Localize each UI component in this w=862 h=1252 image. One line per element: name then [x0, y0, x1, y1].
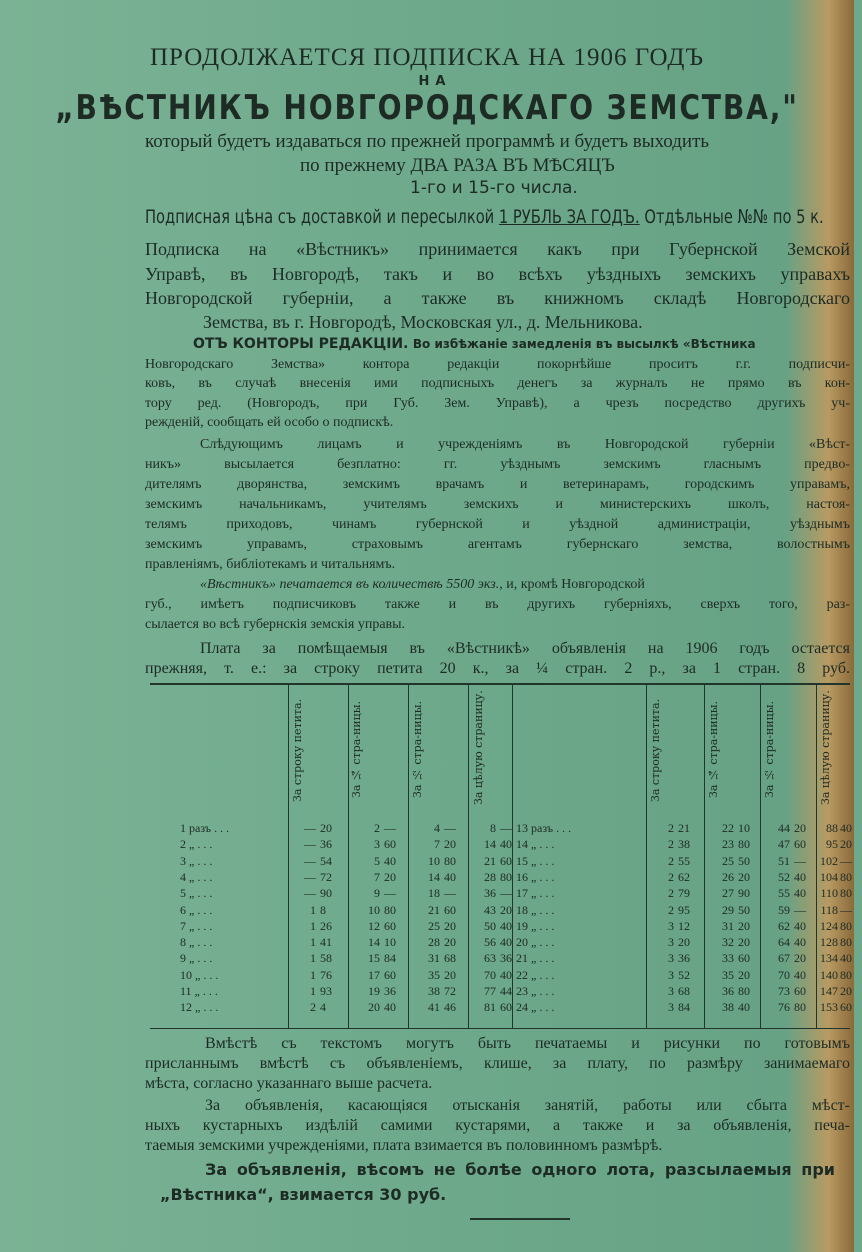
- rate-value: 8: [320, 902, 326, 917]
- rate-value: 147: [820, 984, 838, 998]
- rate-value: 118: [820, 902, 838, 917]
- rate-value: 20: [794, 821, 806, 835]
- rate-value: 80: [738, 837, 750, 852]
- price-line: [145, 206, 824, 228]
- rate-value: 21: [484, 853, 496, 868]
- rate-value: 26: [320, 918, 332, 933]
- rate-value: 90: [738, 886, 750, 901]
- rate-value: 20: [444, 918, 456, 933]
- row-label: 21 „ . . .: [516, 951, 555, 966]
- row-label: 12 „ . . .: [180, 1000, 219, 1015]
- rate-value: 110: [820, 886, 838, 901]
- publication-info: который будетъ издаваться по прежней программѣ и будетъ выходить: [145, 131, 710, 152]
- closing-rule: [470, 1218, 570, 1220]
- rate-value: 35: [428, 967, 440, 982]
- rate-value: 4: [434, 821, 440, 835]
- table-row: [150, 837, 850, 852]
- print-run-line: [200, 577, 850, 593]
- table-row: [150, 984, 850, 999]
- header-left-full: За цѣлую страницу.: [472, 690, 485, 805]
- header-right-half: За ½ стра-ницы.: [763, 701, 776, 799]
- rate-value: 38: [722, 1000, 734, 1015]
- rate-value: 51: [778, 853, 790, 868]
- row-label: 14 „ . . .: [516, 837, 555, 852]
- table-row: [150, 935, 850, 950]
- row-label: 22 „ . . .: [516, 967, 555, 982]
- rate-value: 5: [374, 853, 380, 868]
- rate-value: 40: [444, 869, 456, 884]
- rate-value: 60: [794, 984, 806, 998]
- header-left-quarter: За ¼ стра-ницы.: [350, 701, 363, 799]
- weight-ads-1: За объявленія, вѣсомъ не болѣе одного лота, разсылаемыя при: [205, 1160, 835, 1179]
- rate-value: 55: [678, 853, 690, 868]
- free-distribution-5: телямъ приходовъ, чинамъ губернской и уѣздной администраціи, уѣзднымъ: [145, 517, 850, 532]
- rate-value: 60: [444, 902, 456, 917]
- row-label: 1 разъ . . .: [180, 821, 230, 835]
- rate-value: 20: [840, 837, 852, 852]
- rate-value: 20: [500, 902, 512, 917]
- rate-value: 3: [668, 918, 674, 933]
- free-distribution-4: земскимъ начальникамъ, учителямъ земскихъ и министерскихъ школъ, настоя-: [145, 497, 850, 512]
- rate-value: 36: [484, 886, 496, 901]
- editorial-heading: ОТЪ КОНТОРЫ РЕДАКЦІИ.: [193, 336, 409, 352]
- rate-value: 25: [428, 918, 440, 933]
- rate-value: 88: [826, 821, 838, 835]
- table-row: [150, 903, 850, 918]
- editorial-text-2: ковъ, въ случаѣ внесенія ими подписныхъ денегъ за журналъ не прямо въ кон-: [145, 376, 850, 391]
- rate-value: 36: [500, 951, 512, 966]
- ad-pricing-1: Плата за помѣщаемыя въ «Вѣстникѣ» объявленія на 1906 годъ остается: [200, 640, 850, 657]
- rate-value: 21: [678, 821, 690, 835]
- editorial-text-4: режденій, сообщать ей особо о подпискѣ.: [145, 415, 394, 430]
- rate-value: 80: [500, 869, 512, 884]
- subscription-text-3: Новгородской губерніи, а также въ книжномъ складѣ Новгородскаго: [145, 288, 850, 308]
- rate-value: 50: [738, 853, 750, 868]
- ad-rate-table: [150, 683, 850, 1029]
- row-label: 5 „ . . .: [180, 886, 213, 901]
- rate-value: 67: [778, 951, 790, 966]
- rate-value: 20: [738, 918, 750, 933]
- subscription-announcement: ПРОДОЛЖАЕТСЯ ПОДПИСКА НА 1906 ГОДЪ: [149, 44, 705, 71]
- rate-value: 60: [500, 1000, 512, 1015]
- crafts-text-3: таемыя земскими учрежденіями, плата взимается въ половинномъ размѣрѣ.: [145, 1137, 663, 1154]
- rate-value: 8: [490, 821, 496, 835]
- header-left-line: За строку петита.: [291, 698, 304, 802]
- journal-title: „ВѢСТНИКЪ НОВГОРОДСКАГО ЗЕМСТВА,": [55, 88, 799, 128]
- rate-value: 20: [444, 967, 456, 982]
- rate-value: 40: [794, 918, 806, 933]
- rate-value: 40: [840, 951, 852, 966]
- rate-value: 80: [444, 853, 456, 868]
- rate-value: 36: [384, 984, 396, 998]
- row-label: 18 „ . . .: [516, 902, 555, 917]
- rate-value: 60: [384, 967, 396, 982]
- rate-value: 7: [434, 837, 440, 852]
- rate-value: 20: [738, 967, 750, 982]
- rate-value: 28: [484, 869, 496, 884]
- rate-value: —: [304, 837, 316, 852]
- rate-value: 10: [384, 935, 396, 950]
- rate-value: 84: [678, 1000, 690, 1015]
- rate-value: 20: [444, 837, 456, 852]
- rate-value: 20: [368, 1000, 380, 1015]
- rate-value: 1: [310, 935, 316, 950]
- free-distribution-7: правленіямъ, библіотекамъ и читальнямъ.: [145, 557, 396, 572]
- rate-value: 76: [778, 1000, 790, 1015]
- rate-value: 60: [500, 853, 512, 868]
- table-row: [150, 854, 850, 869]
- rate-value: 32: [722, 935, 734, 950]
- free-distribution-2: никъ» высылается безплатно: гг. уѣзднымъ земскимъ гласнымъ предво-: [145, 457, 850, 472]
- rate-value: 20: [444, 935, 456, 950]
- rate-value: 2: [668, 886, 674, 901]
- row-label: 24 „ . . .: [516, 1000, 555, 1015]
- rate-value: 40: [794, 886, 806, 901]
- rate-value: 80: [840, 935, 852, 950]
- table-bottom-rule: [150, 1028, 850, 1029]
- rate-value: 33: [722, 951, 734, 966]
- rate-value: 44: [500, 984, 512, 998]
- rate-value: 1: [310, 967, 316, 982]
- rate-value: 40: [500, 918, 512, 933]
- rate-value: 58: [320, 951, 332, 966]
- rate-value: 62: [778, 918, 790, 933]
- rate-value: 77: [484, 984, 496, 998]
- print-run-italic: «Вѣстникъ» печатается въ количествѣ 5500 экз.: [200, 577, 500, 592]
- rate-value: 153: [820, 1000, 838, 1015]
- rate-value: 10: [738, 821, 750, 835]
- editorial-text-1: Новгородскаго Земства» контора редакціи покорнѣйше проситъ г.г. подписчи-: [145, 357, 850, 372]
- subscription-text-1: Подписка на «Вѣстникъ» принимается какъ при Губернской Земской: [145, 239, 850, 259]
- rate-value: —: [304, 853, 316, 868]
- row-label: 16 „ . . .: [516, 869, 555, 884]
- rate-value: 60: [384, 837, 396, 852]
- rate-value: —: [384, 821, 396, 835]
- rate-value: —: [840, 902, 852, 917]
- rate-value: —: [304, 886, 316, 901]
- rate-value: 4: [320, 1000, 326, 1015]
- rate-value: 25: [722, 853, 734, 868]
- rate-value: 20: [840, 984, 852, 998]
- table-row: [150, 1000, 850, 1015]
- rate-value: 47: [778, 837, 790, 852]
- rate-value: 80: [840, 886, 852, 901]
- rate-value: 134: [820, 951, 838, 966]
- print-run-2: губ., имѣетъ подписчиковъ также и въ другихъ губерніяхъ, сверхъ того, раз-: [145, 597, 850, 612]
- rate-value: 102: [820, 853, 838, 868]
- table-row: [150, 821, 850, 836]
- editorial-heading-tail: Во избѣжаніе замедленія въ высылкѣ «Вѣстника: [412, 337, 756, 351]
- header-right-quarter: За ¼ стра-ницы.: [707, 701, 720, 799]
- rate-value: 40: [500, 935, 512, 950]
- rate-value: 1: [310, 951, 316, 966]
- rate-value: 29: [722, 902, 734, 917]
- rate-value: —: [444, 821, 456, 835]
- rate-value: 1: [310, 918, 316, 933]
- editorial-heading-line: [193, 336, 853, 352]
- rate-value: 52: [778, 869, 790, 884]
- rate-value: 40: [738, 1000, 750, 1015]
- rate-value: 80: [840, 869, 852, 884]
- rate-value: 44: [778, 821, 790, 835]
- editorial-text-3: тору ред. (Новгородъ, при Губ. Зем. Управѣ), а чрезъ посредство другихъ уч-: [145, 396, 850, 411]
- row-label: 2 „ . . .: [180, 837, 213, 852]
- rate-value: 2: [374, 821, 380, 835]
- rate-value: 52: [678, 967, 690, 982]
- rate-value: 70: [778, 967, 790, 982]
- rate-value: —: [500, 886, 512, 901]
- rate-value: 40: [794, 967, 806, 982]
- pictures-text-2: присланнымъ вмѣстѣ съ объявленіемъ, клише, за плату, по размѣру занимаемаго: [145, 1055, 850, 1072]
- ad-pricing-2: прежняя, т. е.: за строку петита 20 к., за ¼ стран. 2 р., за 1 стран. 8 руб.: [145, 660, 850, 677]
- rate-value: 31: [428, 951, 440, 966]
- rate-value: 40: [794, 935, 806, 950]
- rate-value: 20: [794, 951, 806, 966]
- rate-value: 9: [374, 886, 380, 901]
- rate-value: 72: [320, 869, 332, 884]
- rate-value: 2: [668, 821, 674, 835]
- rate-value: 62: [678, 869, 690, 884]
- rate-value: 80: [738, 984, 750, 998]
- rate-value: 3: [668, 935, 674, 950]
- rate-value: 1: [310, 902, 316, 917]
- annual-price: 1 РУБЛЬ ЗА ГОДЪ.: [498, 206, 640, 228]
- rate-value: 95: [678, 902, 690, 917]
- rate-value: 64: [778, 935, 790, 950]
- header-right-full: За цѣлую страницу.: [819, 690, 832, 805]
- rate-value: 10: [368, 902, 380, 917]
- issue-dates: 1-го и 15-го числа.: [410, 178, 578, 198]
- rate-value: 60: [738, 951, 750, 966]
- table-row: [150, 919, 850, 934]
- rate-value: 80: [384, 902, 396, 917]
- rate-value: 20: [738, 869, 750, 884]
- rate-value: 60: [840, 1000, 852, 1015]
- rate-value: 20: [384, 869, 396, 884]
- rate-value: 81: [484, 1000, 496, 1015]
- rate-value: 63: [484, 951, 496, 966]
- rate-value: 60: [794, 837, 806, 852]
- rate-value: 40: [500, 837, 512, 852]
- rate-value: 60: [384, 918, 396, 933]
- rate-value: —: [840, 853, 852, 868]
- header-right-line: За строку петита.: [649, 698, 662, 802]
- rate-value: 68: [678, 984, 690, 998]
- pictures-text-1: Вмѣстѣ съ текстомъ могутъ быть печатаемы и рисунки по готовымъ: [205, 1035, 850, 1052]
- rate-value: 2: [310, 1000, 316, 1015]
- rate-value: —: [500, 821, 512, 835]
- crafts-text-1: За объявленія, касающіяся отысканія занятій, работы или сбыта мѣст-: [205, 1097, 850, 1114]
- rate-value: 28: [428, 935, 440, 950]
- free-distribution-1: Слѣдующимъ лицамъ и учрежденіямъ въ Новгородской губерніи «Вѣст-: [200, 437, 850, 452]
- rate-value: 54: [320, 853, 332, 868]
- rate-value: —: [794, 853, 806, 868]
- rate-value: 128: [820, 935, 838, 950]
- rate-value: 36: [678, 951, 690, 966]
- rate-value: 38: [678, 837, 690, 852]
- rate-value: 15: [368, 951, 380, 966]
- rate-value: 56: [484, 935, 496, 950]
- print-run-3: сылается во всѣ губернскія земскія управы.: [145, 617, 406, 632]
- rate-value: 80: [840, 918, 852, 933]
- rate-value: 2: [668, 853, 674, 868]
- row-label: 19 „ . . .: [516, 918, 555, 933]
- rate-value: 10: [428, 853, 440, 868]
- row-label: 4 „ . . .: [180, 869, 213, 884]
- rate-value: 70: [484, 967, 496, 982]
- rate-value: 31: [722, 918, 734, 933]
- rate-value: 41: [428, 1000, 440, 1015]
- subscription-text-4: Земства, въ г. Новгородѣ, Московская ул., д. Мельникова.: [203, 312, 643, 332]
- rate-value: 20: [738, 935, 750, 950]
- rate-value: 41: [320, 935, 332, 950]
- rate-value: 22: [722, 821, 734, 835]
- row-label: 15 „ . . .: [516, 853, 555, 868]
- crafts-text-2: ныхъ кустарныхъ издѣлій самими кустарями, а также и за объявленія, печа-: [145, 1117, 850, 1134]
- row-label: 8 „ . . .: [180, 935, 213, 950]
- row-label: 7 „ . . .: [180, 918, 213, 933]
- rate-value: 124: [820, 918, 838, 933]
- rate-value: 84: [384, 951, 396, 966]
- rate-value: 21: [428, 902, 440, 917]
- rate-value: 80: [840, 967, 852, 982]
- rate-value: 40: [500, 967, 512, 982]
- row-label: 6 „ . . .: [180, 902, 213, 917]
- price-prefix: Подписная цѣна съ доставкой и пересылкой: [145, 206, 499, 228]
- rate-value: 3: [374, 837, 380, 852]
- table-row: [150, 870, 850, 885]
- header-na: НА: [418, 74, 452, 89]
- row-label: 9 „ . . .: [180, 951, 213, 966]
- table-row: [150, 886, 850, 901]
- rate-value: 20: [678, 935, 690, 950]
- rate-value: 36: [722, 984, 734, 998]
- rate-value: 35: [722, 967, 734, 982]
- rate-value: 40: [384, 853, 396, 868]
- rate-value: 20: [320, 821, 332, 835]
- rate-value: 46: [444, 1000, 456, 1015]
- rate-value: 3: [668, 1000, 674, 1015]
- rate-value: 2: [668, 902, 674, 917]
- rate-value: —: [304, 869, 316, 884]
- rate-value: 18: [428, 886, 440, 901]
- table-row: [150, 968, 850, 983]
- rate-value: 38: [428, 984, 440, 998]
- weight-ads-2: „Вѣстника“, взимается 30 руб.: [160, 1185, 447, 1204]
- rate-value: 72: [444, 984, 456, 998]
- rate-value: 36: [320, 837, 332, 852]
- rate-value: 12: [368, 918, 380, 933]
- rate-value: 26: [722, 869, 734, 884]
- rate-value: 14: [368, 935, 380, 950]
- table-top-rule: [150, 683, 850, 685]
- rate-value: —: [444, 886, 456, 901]
- row-label: 10 „ . . .: [180, 967, 219, 982]
- rate-value: 14: [484, 837, 496, 852]
- rate-value: 1: [310, 984, 316, 998]
- rate-value: —: [794, 902, 806, 917]
- rate-value: 140: [820, 967, 838, 982]
- rate-value: 79: [678, 886, 690, 901]
- frequency-line: по прежнему ДВА РАЗА ВЪ МѢСЯЦЪ: [300, 155, 615, 176]
- row-label: 17 „ . . .: [516, 886, 555, 901]
- rate-value: 14: [428, 869, 440, 884]
- row-label: 11 „ . . .: [180, 984, 218, 998]
- rate-value: 50: [484, 918, 496, 933]
- pictures-text-3: мѣста, согласно указаннаго выше расчета.: [145, 1075, 433, 1092]
- subscription-text-2: Управѣ, въ Новгородѣ, такъ и во всѣхъ уѣздныхъ земскихъ управахъ: [145, 264, 850, 284]
- rate-value: 43: [484, 902, 496, 917]
- rate-value: 90: [320, 886, 332, 901]
- rate-value: 2: [668, 869, 674, 884]
- rate-value: 55: [778, 886, 790, 901]
- rate-value: 3: [668, 951, 674, 966]
- table-row: [150, 951, 850, 966]
- rate-value: 50: [738, 902, 750, 917]
- rate-value: 19: [368, 984, 380, 998]
- rate-value: 27: [722, 886, 734, 901]
- rate-value: 23: [722, 837, 734, 852]
- rate-value: 3: [668, 984, 674, 998]
- rate-value: 7: [374, 869, 380, 884]
- rate-value: 3: [668, 967, 674, 982]
- print-run-tail: , и, кромѣ Новгородской: [499, 577, 645, 592]
- row-label: 13 разъ . . .: [516, 821, 572, 835]
- rate-value: 59: [778, 902, 790, 917]
- rate-value: 73: [778, 984, 790, 998]
- row-label: 20 „ . . .: [516, 935, 555, 950]
- free-distribution-6: земскимъ управамъ, страховымъ агентамъ губернскаго земства, волостнымъ: [145, 537, 850, 552]
- rate-value: 40: [384, 1000, 396, 1015]
- row-label: 23 „ . . .: [516, 984, 555, 998]
- header-left-half: За ½ стра-ницы.: [411, 701, 424, 799]
- rate-value: 68: [444, 951, 456, 966]
- free-distribution-3: дителямъ дворянства, земскимъ врачамъ и ветеринарамъ, городскимъ управамъ,: [145, 477, 850, 492]
- rate-value: 104: [820, 869, 838, 884]
- rate-value: 76: [320, 967, 332, 982]
- rate-value: 40: [794, 869, 806, 884]
- row-label: 3 „ . . .: [180, 853, 213, 868]
- rate-value: 95: [826, 837, 838, 852]
- rate-value: 93: [320, 984, 332, 998]
- rate-value: 40: [840, 821, 852, 835]
- rate-value: —: [384, 886, 396, 901]
- rate-value: 17: [368, 967, 380, 982]
- rate-value: 2: [668, 837, 674, 852]
- price-suffix: Отдѣльные №№ по 5 к.: [639, 206, 824, 228]
- rate-value: 12: [678, 918, 690, 933]
- rate-value: —: [304, 821, 316, 835]
- rate-value: 80: [794, 1000, 806, 1015]
